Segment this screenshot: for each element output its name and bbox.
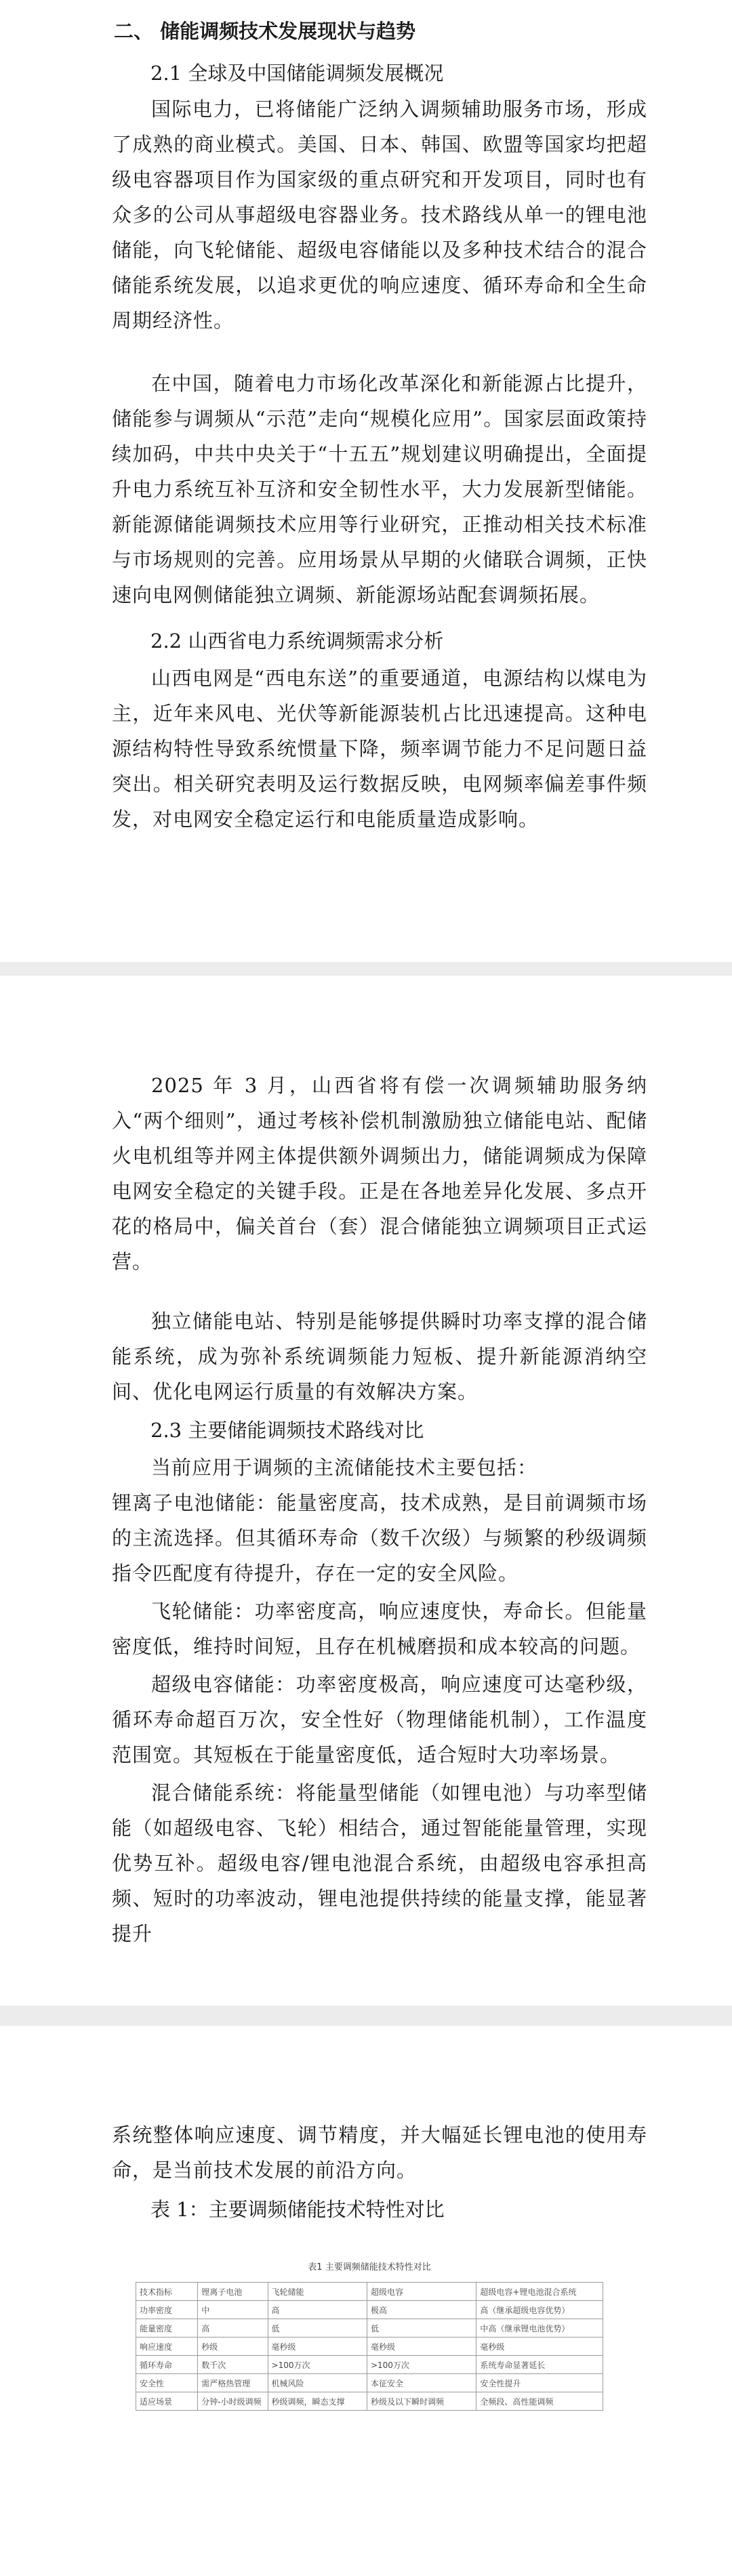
table-cell: 低: [367, 2319, 476, 2338]
table-cell: 安全性: [136, 2374, 198, 2392]
paragraph: 2025 年 3 月，山西省将有偿一次调频辅助服务纳入“两个细则”，通过考核补偿机制激励独立储能电站、配储火电机组等并网主体提供额外调频出力，储能调频成为保障电网安全稳定的关键手段。正是在各地差异化发展、多点开花的格局中，偏关首台（套）混合储能独立调频项目正式运营。: [112, 1074, 647, 1273]
table-cell: 本征安全: [367, 2374, 476, 2392]
table-row: [136, 2301, 603, 2319]
table-cell: 适应场景: [136, 2392, 198, 2411]
table-cell: 中高（继承锂电池优势）: [476, 2319, 603, 2338]
table-cell: 高（继承超级电容优势）: [476, 2301, 603, 2319]
table-cell: 毫秒级: [268, 2338, 367, 2356]
table-cell: 低: [268, 2319, 367, 2338]
table-cell: 飞轮储能: [268, 2283, 367, 2301]
paragraph: 国际电力，已将储能广泛纳入调频辅助服务市场，形成了成熟的商业模式。美国、日本、韩国、欧盟等国家均把超级电容器项目作为国家级的重点研究和开发项目，同时也有众多的公司从事超级电容器业务。技术路线从单一的锂电池储能，向飞轮储能、超级电容储能以及多种技术结合的混合储能系统发展，以追求更优的响应速度、循环寿命和全生命周期经济性。: [112, 98, 647, 332]
table-title: 表1 主要调频储能技术特性对比: [308, 2262, 431, 2272]
paragraph: 系统整体响应速度、调节精度，并大幅延长锂电池的使用寿命，是当前技术发展的前沿方向。: [112, 2123, 647, 2182]
paragraph: 混合储能系统：将能量型储能（如锂电池）与功率型储能（如超级电容、飞轮）相结合，通过智能能量管理，实现优势互补。超级电容/锂电池混合系统，由超级电容承担高频、短时的功率波动，锂电池提供持续的能量支撑，能显著提升: [112, 1781, 647, 1945]
document-page-2: [0, 976, 732, 2006]
table-cell: >100万次: [367, 2356, 476, 2374]
table-cell: 毫秒级: [367, 2338, 476, 2356]
table-row: [136, 2374, 603, 2392]
table-row: [136, 2356, 603, 2374]
comparison-table: [136, 2282, 603, 2411]
table-cell: 超级电容: [367, 2283, 476, 2301]
paragraph: 超级电容储能：功率密度极高，响应速度可达毫秒级，循环寿命超百万次，安全性好（物理储能机制），工作温度范围宽。其短板在于能量密度低，适合短时大功率场景。: [112, 1673, 647, 1766]
paragraph: 独立储能电站、特别是能够提供瞬时功率支撑的混合储能系统，成为弥补系统调频能力短板、提升新能源消纳空间、优化电网运行质量的有效解决方案。: [112, 1310, 647, 1403]
table-header-row: [136, 2283, 603, 2301]
table-cell: >100万次: [268, 2356, 367, 2374]
table-cell: 响应速度: [136, 2338, 198, 2356]
table-cell: 分钟-小时级调频: [198, 2392, 268, 2411]
paragraph: 锂离子电池储能：能量密度高，技术成熟，是目前调频市场的主流选择。但其循环寿命（数千次级）与频繁的秒级调频指令匹配度有待提升，存在一定的安全风险。: [112, 1491, 647, 1585]
table-cell: 能量密度: [136, 2319, 198, 2338]
paragraph: 飞轮储能：功率密度高，响应速度快，寿命长。但能量密度低，维持时间短，且存在机械磨损和成本较高的问题。: [112, 1600, 647, 1658]
table-row: [136, 2319, 603, 2338]
table-cell: 毫秒级: [476, 2338, 603, 2356]
subsection-heading: 2.2 山西省电力系统调频需求分析: [150, 629, 444, 652]
table-cell: 锂离子电池: [198, 2283, 268, 2301]
table-cell: 极高: [367, 2301, 476, 2319]
paragraph: 山西电网是“西电东送”的重要通道，电源结构以煤电为主，近年来风电、光伏等新能源装机占比迅速提高。这种电源结构特性导致系统惯量下降，频率调节能力不足问题日益突出。相关研究表明及运行数据反映，电网频率偏差事件频发，对电网安全稳定运行和电能质量造成影响。: [112, 667, 647, 831]
subsection-heading: 2.3 主要储能调频技术路线对比: [150, 1419, 424, 1442]
document-page-1: [0, 0, 732, 962]
table-row: [136, 2338, 603, 2356]
table-cell: 技术指标: [136, 2283, 198, 2301]
table-caption: 表 1：主要调频储能技术特性对比: [150, 2198, 445, 2221]
document-page-3: [0, 2026, 732, 2576]
table-cell: 系统寿命显著延长: [476, 2356, 603, 2374]
table-cell: 循环寿命: [136, 2356, 198, 2374]
table-cell: 全频段、高性能调频: [476, 2392, 603, 2411]
table-cell: 安全性提升: [476, 2374, 603, 2392]
table-cell: 秒级及以下瞬时调频: [367, 2392, 476, 2411]
table-cell: 超级电容+锂电池混合系统: [476, 2283, 603, 2301]
paragraph: 当前应用于调频的主流储能技术主要包括：: [151, 1456, 538, 1479]
table-cell: 数千次: [198, 2356, 268, 2374]
table-cell: 中: [198, 2301, 268, 2319]
section-heading: 二、 储能调频技术发展现状与趋势: [114, 20, 416, 43]
table-cell: 机械风险: [268, 2374, 367, 2392]
table-cell: 秒级: [198, 2338, 268, 2356]
table-row: [136, 2392, 603, 2411]
table-cell: 秒级调频，瞬态支撑: [268, 2392, 367, 2411]
table-cell: 高: [268, 2301, 367, 2319]
paragraph: 在中国，随着电力市场化改革深化和新能源占比提升，储能参与调频从“示范”走向“规模化应用”。国家层面政策持续加码，中共中央关于“十五五”规划建议明确提出，全面提升电力系统互补互济和安全韧性水平，大力发展新型储能。新能源储能调频技术应用等行业研究，正推动相关技术标准与市场规则的完善。应用场景从早期的火储联合调频，正快速向电网侧储能独立调频、新能源场站配套调频拓展。: [112, 372, 647, 606]
comparison-table-figure: [136, 2260, 603, 2411]
subsection-heading: 2.1 全球及中国储能调频发展概况: [150, 62, 444, 85]
table-cell: 功率密度: [136, 2301, 198, 2319]
table-cell: 需严格热管理: [198, 2374, 268, 2392]
table-cell: 高: [198, 2319, 268, 2338]
